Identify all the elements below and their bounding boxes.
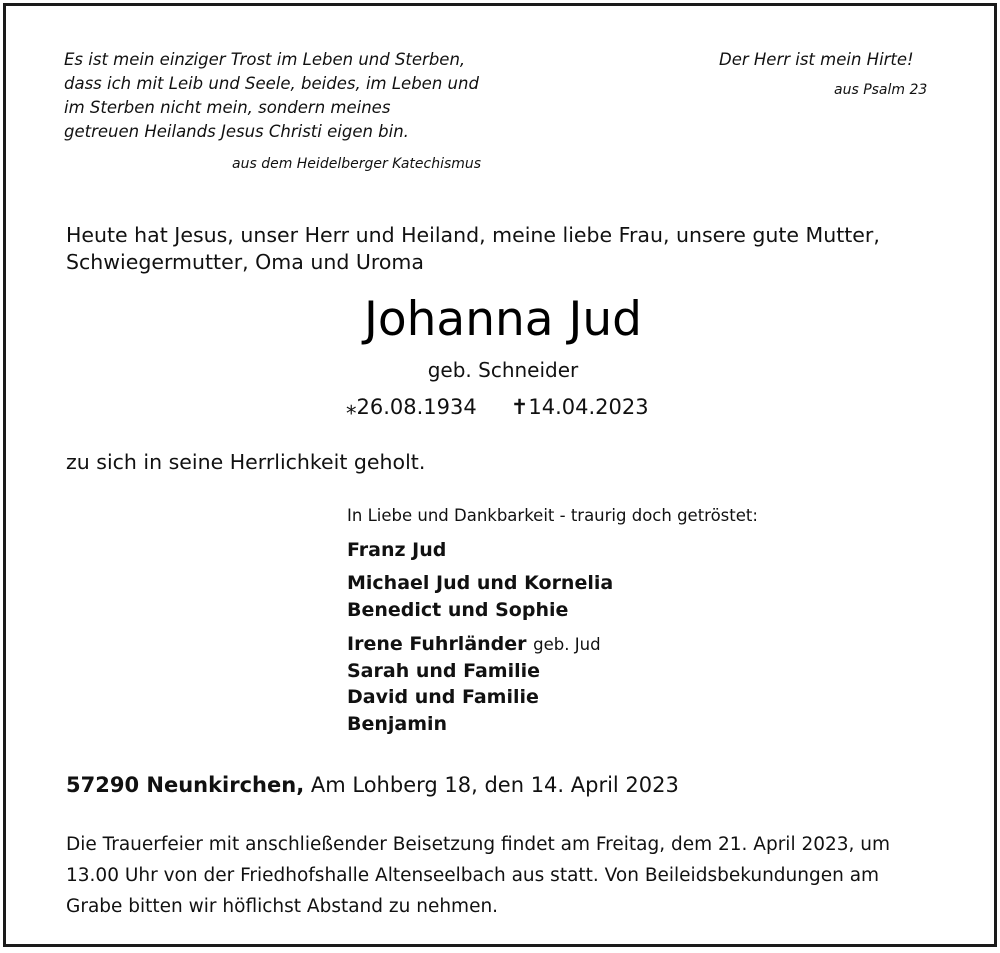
mourner-note: geb. Jud [533,635,601,654]
address-line [66,773,679,797]
death-date: ✝14.04.2023 [510,395,649,419]
quote-right-source: aus Psalm 23 [834,82,928,98]
quote-left-line: getreuen Heilands Jesus Christi eigen bin. [64,122,409,141]
life-dates [346,395,649,419]
mourner-line: Franz Jud [347,539,447,561]
notice-line: 13.00 Uhr von der Friedhofshalle Altenseelbach aus statt. Von Beileidsbekundungen am [66,865,880,886]
notice-line: Grabe bitten wir höflichst Abstand zu nehmen. [66,896,499,917]
quote-left-line: dass ich mit Leib und Seele, beides, im Leben und [64,74,479,93]
birth-date: ⁎26.08.1934 [346,395,477,419]
quote-right: Der Herr ist mein Hirte! [719,50,914,69]
intro-line: Schwiegermutter, Oma und Uroma [66,250,424,274]
notice-line: Die Trauerfeier mit anschließender Beisetzung findet am Freitag, dem 21. April 2023, um [66,834,891,855]
mourner-line: David und Familie [347,686,539,708]
obituary-frame [3,3,997,947]
quote-left [64,48,479,144]
mourner-line: Michael Jud und Kornelia [347,572,614,594]
quote-left-line: im Sterben nicht mein, sondern meines [64,98,391,117]
mourner-line: Benjamin [347,713,448,735]
mourner-line: Irene Fuhrländer geb. Jud [347,633,601,655]
mourner-line: Sarah und Familie [347,660,541,682]
address-city: 57290 Neunkirchen, [66,773,305,797]
intro-text [66,222,880,276]
intro-line: Heute hat Jesus, unser Herr und Heiland, meine liebe Frau, unsere gute Mutter, [66,223,880,247]
maiden-name: geb. Schneider [427,358,579,382]
outro-text: zu sich in seine Herrlichkeit geholt. [66,450,426,474]
funeral-notice [66,829,946,922]
mourners-intro: In Liebe und Dankbarkeit - traurig doch getröstet: [347,506,758,525]
deceased-name: Johanna Jud [363,292,642,347]
address-rest: Am Lohberg 18, den 14. April 2023 [310,773,679,797]
mourner-line: Benedict und Sophie [347,599,569,621]
quote-left-line: Es ist mein einziger Trost im Leben und Sterben, [64,50,466,69]
quote-left-source: aus dem Heidelberger Katechismus [232,156,482,172]
